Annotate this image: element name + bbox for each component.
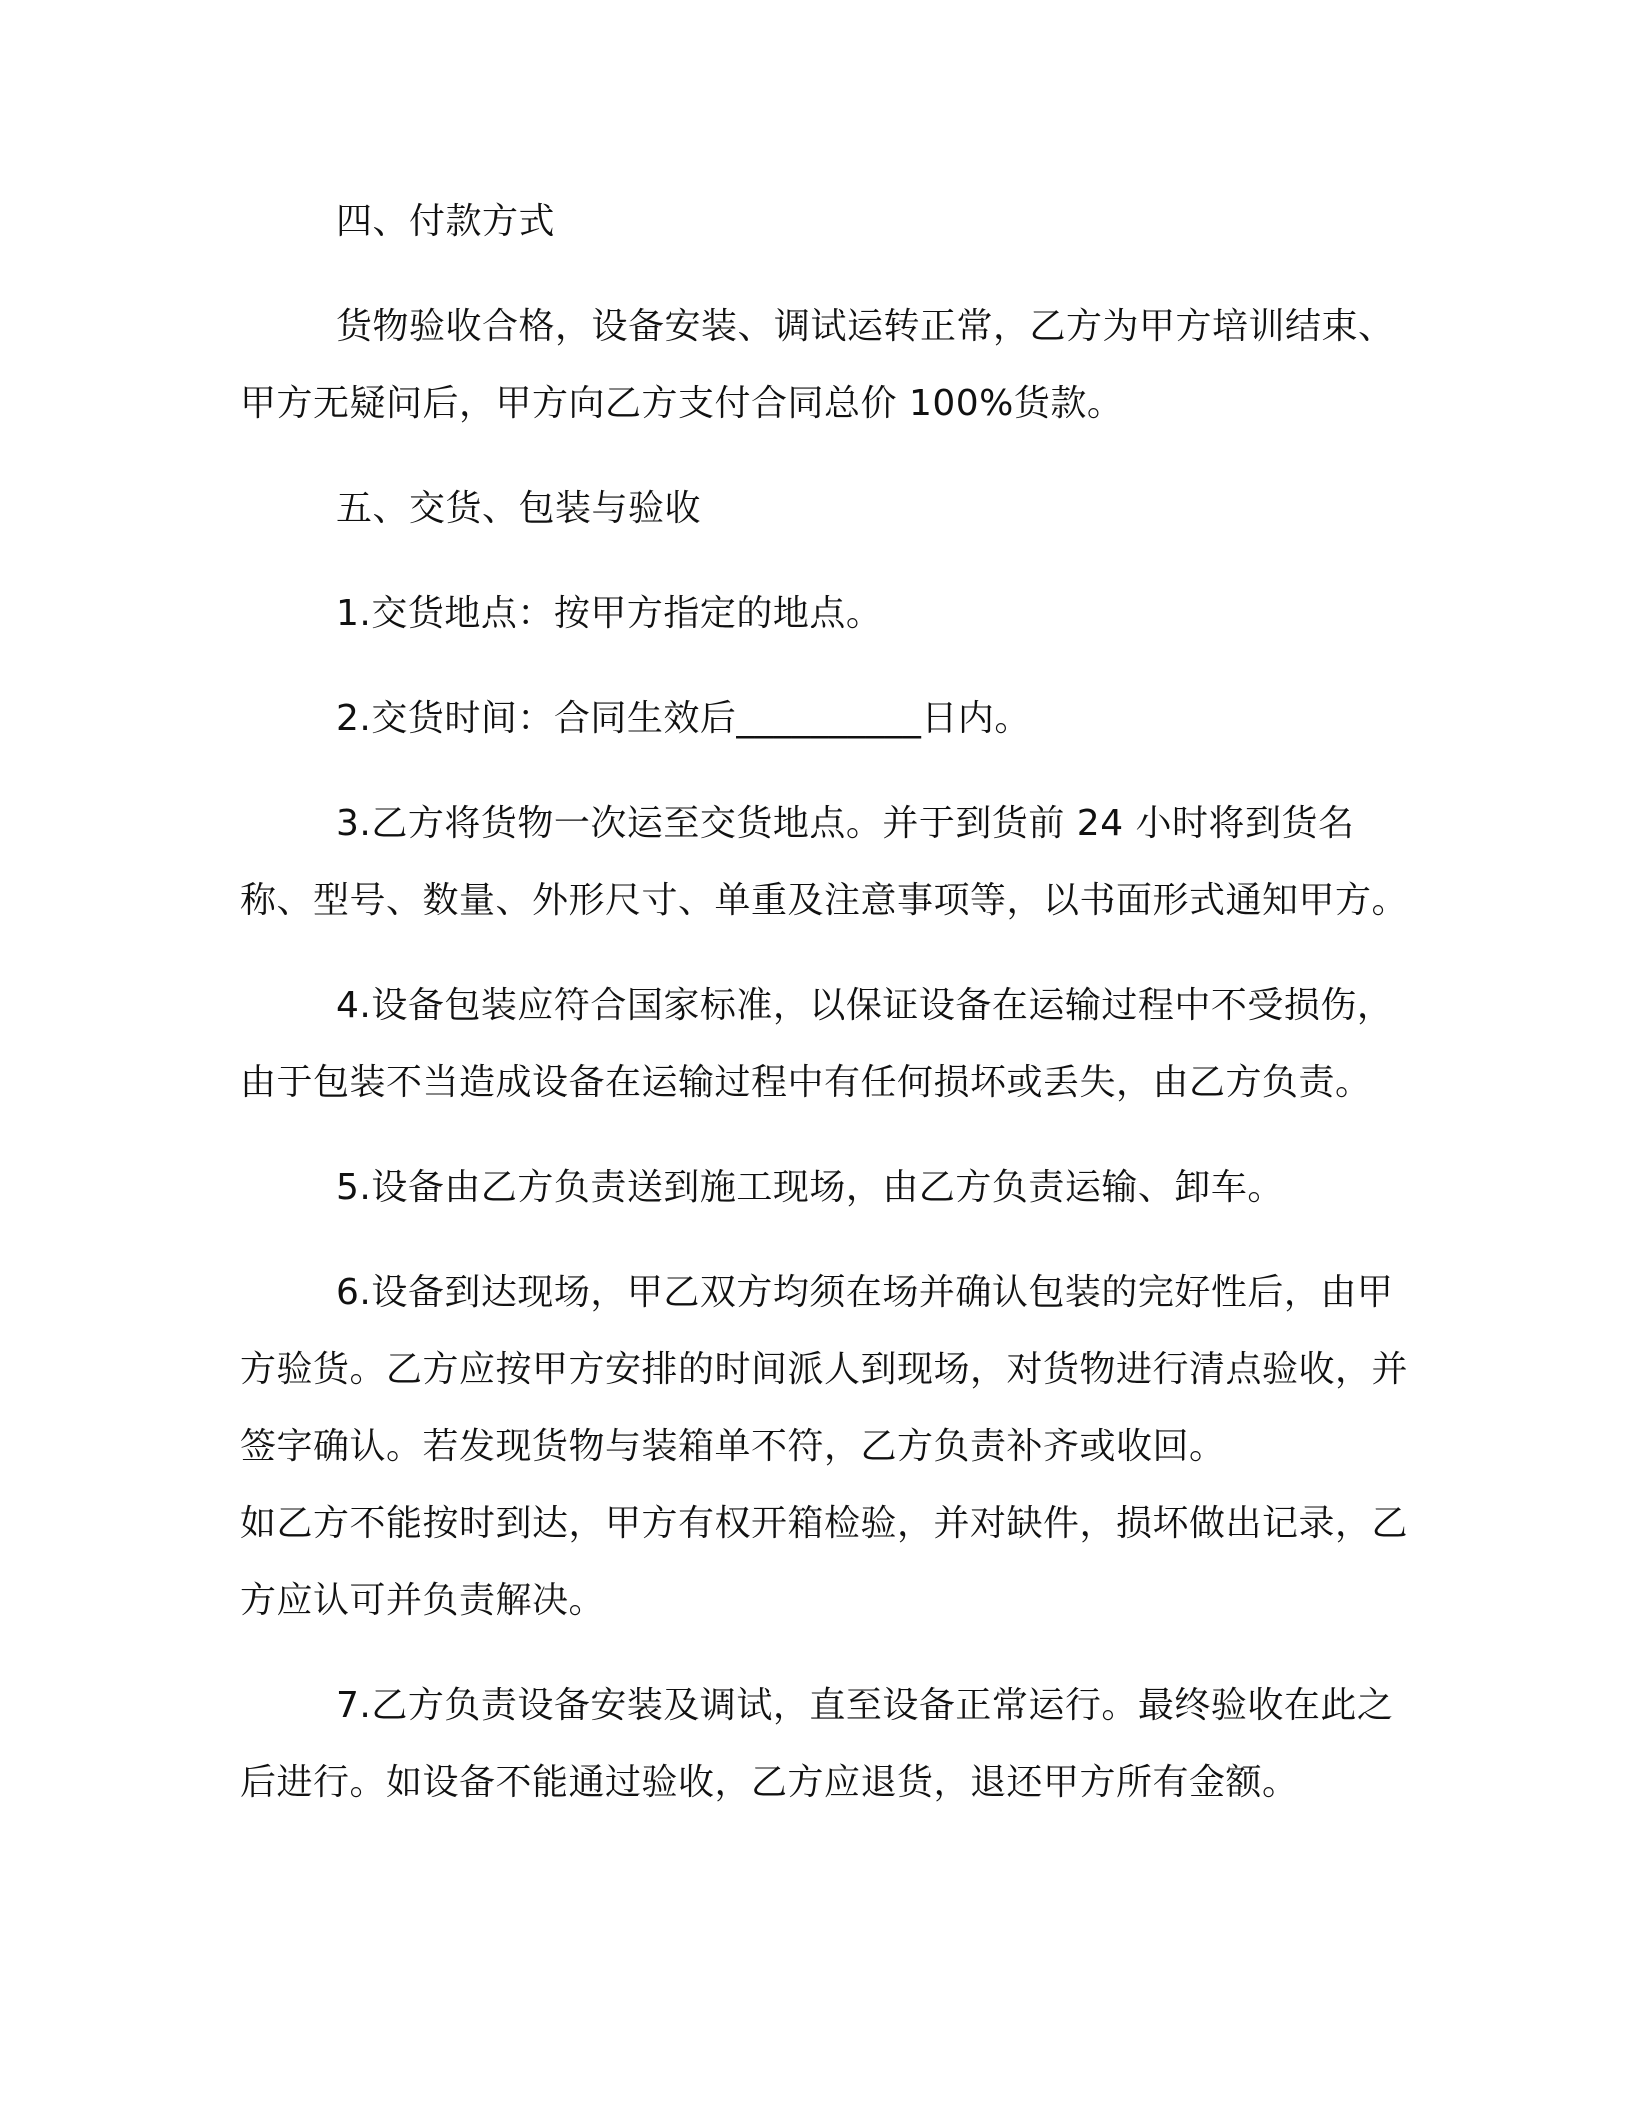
delivery-item-packaging: 4.设备包装应符合国家标准，以保证设备在运输过程中不受损伤，由于包装不当造成设备在运输过程中有任何损坏或丢失，由乙方负责。 — [240, 985, 1394, 1103]
section-heading-payment: 四、付款方式 — [336, 201, 556, 242]
section-heading-delivery: 五、交货、包装与验收 — [336, 488, 702, 529]
document-body — [240, 183, 1410, 1821]
delivery-item-time: 2.交货时间：合同生效后__________日内。 — [336, 698, 1031, 739]
delivery-item-inspection-continuation: 如乙方不能按时到达，甲方有权开箱检验，并对缺件，损坏做出记录，乙方应认可并负责解决。 — [240, 1503, 1409, 1621]
delivery-item-location: 1.交货地点：按甲方指定的地点。 — [336, 593, 883, 634]
delivery-item-notice: 3.乙方将货物一次运至交货地点。并于到货前 24 小时将到货名称、型号、数量、外形尺寸、单重及注意事项等，以书面形式通知甲方。 — [240, 803, 1409, 921]
delivery-item-acceptance: 7.乙方负责设备安装及调试，直至设备正常运行。最终验收在此之后进行。如设备不能通过验收，乙方应退货，退还甲方所有金额。 — [240, 1685, 1394, 1803]
payment-terms-paragraph: 货物验收合格，设备安装、调试运转正常，乙方为甲方培训结束、甲方无疑问后，甲方向乙方支付合同总价 100%货款。 — [240, 306, 1395, 424]
delivery-item-inspection: 6.设备到达现场，甲乙双方均须在场并确认包装的完好性后，由甲方验货。乙方应按甲方安排的时间派人到现场，对货物进行清点验收，并签字确认。若发现货物与装箱单不符，乙方负责补齐或收回。 — [240, 1272, 1409, 1467]
delivery-item-transport: 5.设备由乙方负责送到施工现场，由乙方负责运输、卸车。 — [336, 1167, 1284, 1208]
